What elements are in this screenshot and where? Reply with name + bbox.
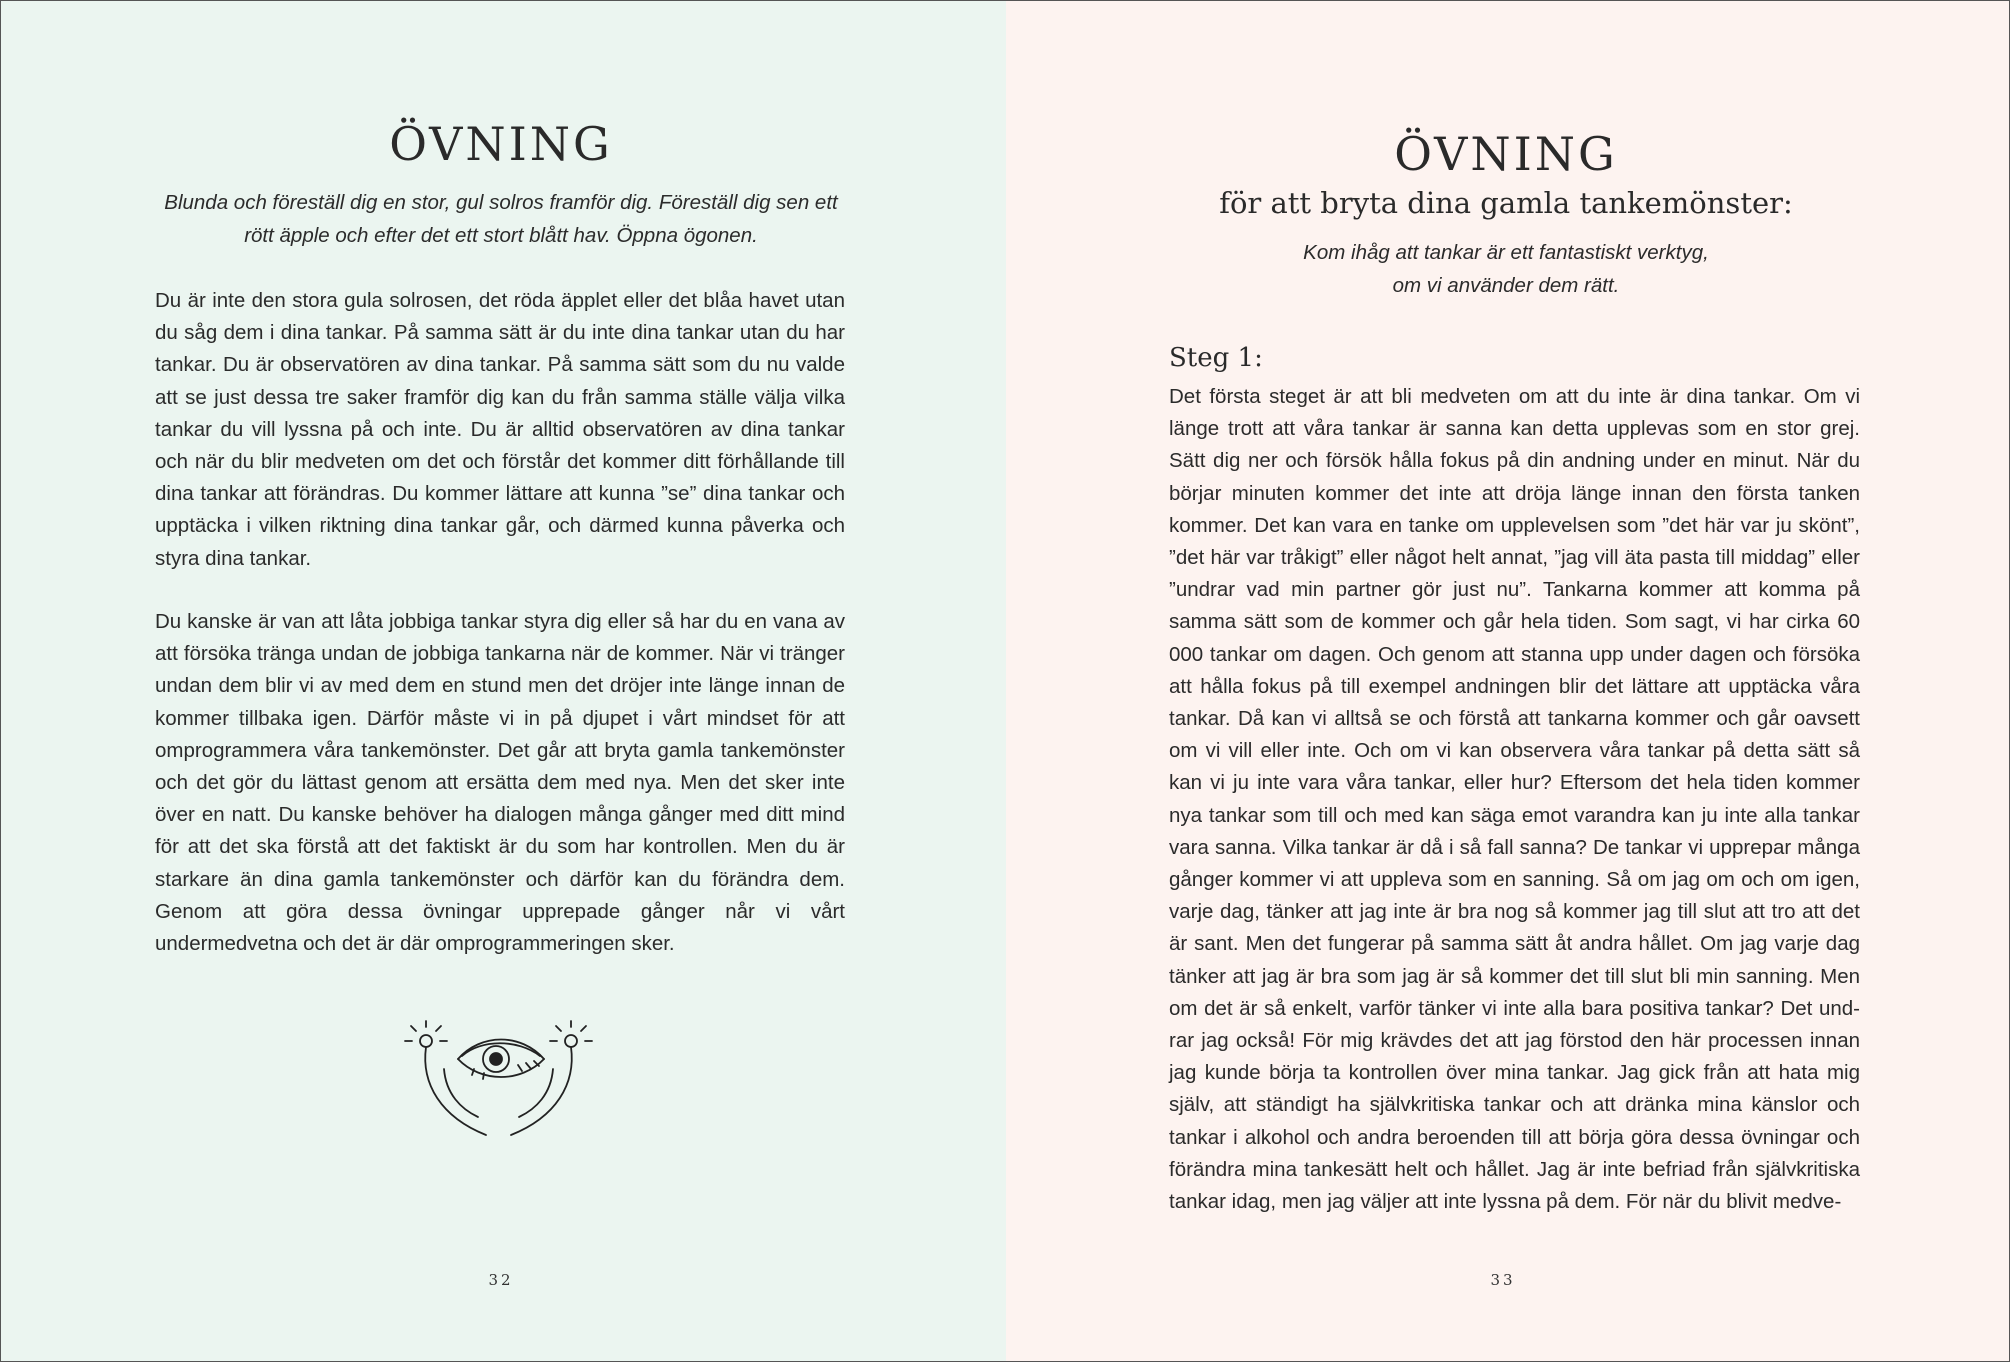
- page-subtitle: för att bryta dina gamla tankemönster:: [1219, 186, 1793, 220]
- body-paragraph-1: Du är inte den stora gula solrosen, det röda äpplet eller det blåa havet utan du såg dem i dina tankar. På samma sätt är du inte dina tankar utan du har tankar. Du är observatören av dina tankar. På samma sätt som du nu valde att se just dessa tre saker framför dig kan du från samma ställe välja vilka tankar du vill lyssna på och inte. Du är alltid observatören av dina tankar och när du blir medveten om det och förstår det kommer ditt förhållande till dina tankar att förändras. Du kommer lättare att kunna ”se” dina tankar och upptäcka i vilken riktning dina tankar går, och därmed kunna påverka och styra dina tankar.: [155, 289, 845, 570]
- page-title: ÖVNING: [1394, 127, 1618, 181]
- step-heading: Steg 1:: [1169, 343, 1263, 373]
- page-title: ÖVNING: [389, 117, 613, 171]
- page-number: 33: [1490, 1271, 1516, 1289]
- step-text: Det första steget är att bli medveten om att du inte är dina tankar. Om vi länge trott att våra tankar är sanna kan detta upplevas som en stor grej. Sätt dig ner och försök hålla fokus på din andning under en minut. När du börjar minuten kommer det inte att dröja länge innan den första tanken kommer. Det kan vara en tanke om upplevelsen som ”det här var ju skönt”, ”det här var tråkigt” eller något helt annat, ”jag vill äta pasta till middag” eller ”undrar vad min partner gör just nu”. Tankarna kommer att komma på samma sätt som de kommer och går hela tiden. Som sagt, vi har cirka 60 000 tankar om dagen. Och genom att stanna upp under dagen och försöka att hålla fokus på till exempel andningen blir det lättare att upptäcka våra tankar. Då kan vi alltså se och förstå att tankarna kommer och går oavsett om vi vill eller inte. Och om vi kan observera våra tankar på detta sätt så kan vi ju inte vara våra tankar, eller hur? Eftersom det hela tiden kommer nya tankar som till och med kan säga emot varandra kan ju inte alla tankar vara sanna. Vilka tankar är då i så fall sanna? De tankar vi upprepar många gånger kommer vi att uppleva som en sanning. Så om jag om och om igen, varje dag, tänker att jag inte är bra nog så kommer jag till slut att tro att det är sant. Men det fungerar på samma sätt åt andra hållet. Om jag varje dag tänker att jag är bra som jag är så kommer det till slut bli min sanning. Men om det är så enkelt, varför tänker vi inte alla bara positiva tankar? Det undrar jag också! För mig krävdes det att jag förstod den här processen innan jag kunde börja ta kontrollen över mina tankar. Jag gick från att hata mig själv, att ständigt ha självkritiska tankar och att dränka mina känslor och tankar i alkohol och andra beroenden till att börja göra dessa övningar och förändra mina tankesätt helt och hållet. Jag är inte befriad från självkritiska tankar idag, men jag väljer att inte lyssna på dem. För när du blivit medve-: [1169, 385, 1860, 1214]
- left-page: [1, 1, 1006, 1361]
- body-paragraph-2: Du kanske är van att låta jobbiga tankar styra dig eller så har du en vana av att försöka tränga undan de jobbiga tankarna när de kommer. När vi tränger undan dem blir vi av med dem en stund men det dröjer inte länge innan de kommer tillbaka igen. Därför måste vi in på djupet i vårt mindset för att omprogrammera våra tankemönster. Det går att bryta gamla tankemönster och det gör du lättast genom att ersätta dem med nya. Men det sker inte över en natt. Du kanske behöver ha dialogen många gånger med ditt mind för att det ska förstå att det faktiskt är du som har kontrollen. Men du är starkare än dina gamla tankemönster och därför kan du förändra dem. Genom att göra dessa övningar upprepade gånger når vi vårt undermedvetna och det är där omprogrammeringen sker.: [155, 610, 845, 956]
- right-page: [1006, 1, 2009, 1361]
- exercise-intro: Blunda och föreställ dig en stor, gul solros framför dig. Föreställ dig sen ett rött äpple och efter det ett stort blått hav. Öppna ögonen.: [164, 191, 838, 247]
- eye-with-suns-icon: [396, 1009, 606, 1149]
- exercise-intro: Kom ihåg att tankar är ett fantastiskt verktyg, om vi använder dem rätt.: [1303, 241, 1709, 297]
- page-number: 32: [488, 1271, 514, 1289]
